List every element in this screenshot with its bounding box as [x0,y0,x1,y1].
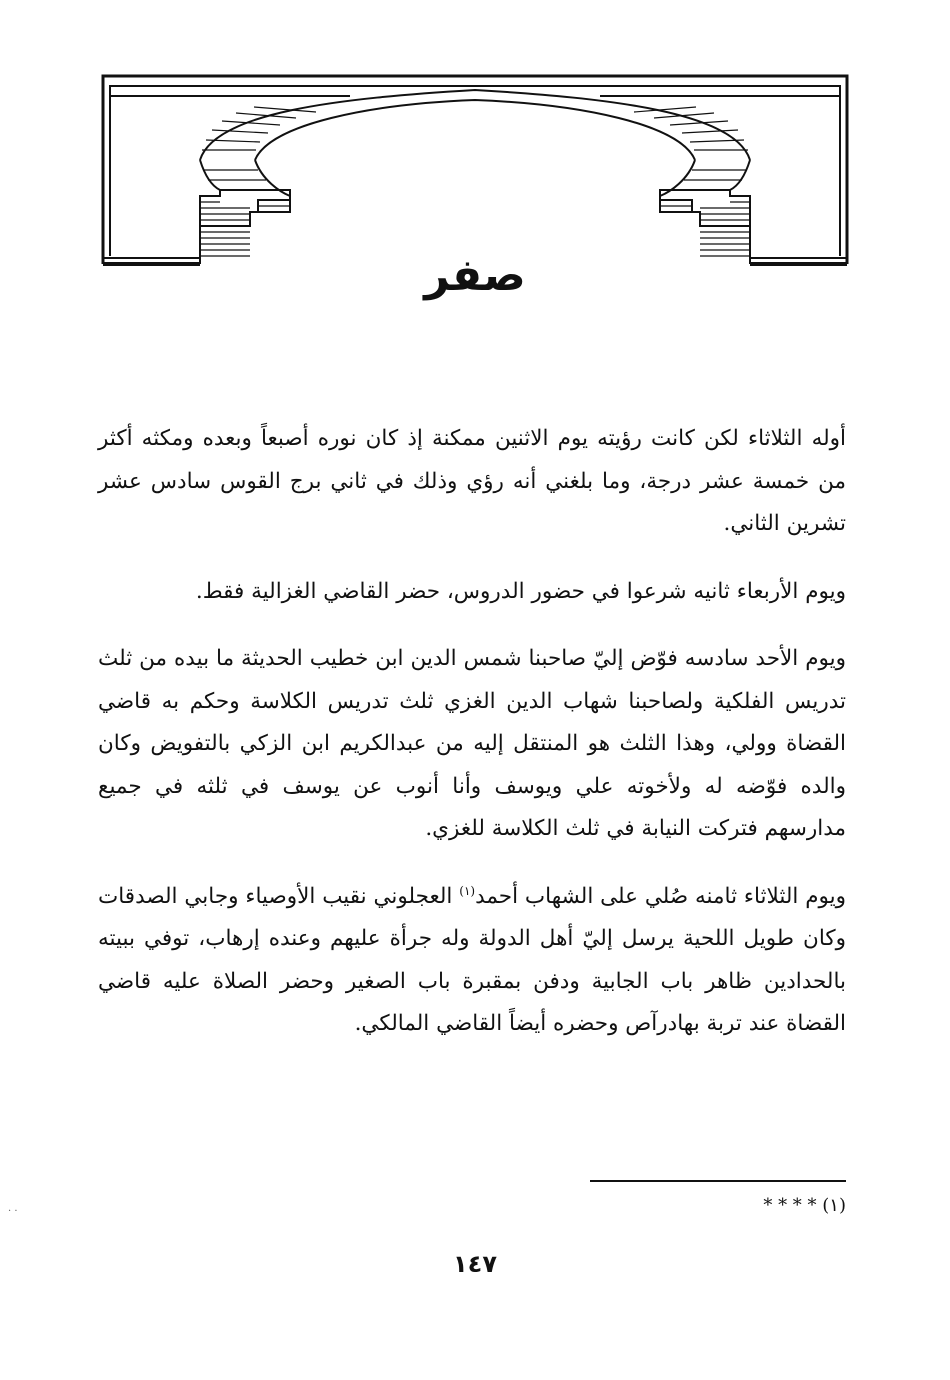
paragraph-3: ويوم الأحد سادسه فوّض إليّ صاحبنا شمس الدين ابن خطيب الحديثة ما بيده من ثلث تدريس الفلكية ولصاحبنا شهاب الدين الغزي ثلث تدريس الكلاسة وحكم به قاضي القضاة وولي، وهذا الثلث هو المنتقل إليه من عبدالكريم ابن الزكي بالتفويض وكان والده فوّضه له ولأخوته علي ويوسف وأنا أنوب عن يوسف في ثلثه في جميع مدارسهم فتركت النيابة في ثلث الكلاسة للغزي. [98,646,846,841]
paragraph-4-start: ويوم الثلاثاء ثامنه صُلي على الشهاب أحمد [475,883,846,909]
scan-artifact: · · [8,1206,18,1217]
paragraph-1: أوله الثلاثاء لكن كانت رؤيته يوم الاثنين ممكنة إذ كان نوره أصبعاً وبعده ومكثه أكثر من خمسة عشر درجة، وما بلغني أنه رؤي وذلك في ثاني برج القوس سادس عشر تشرين الثاني. [98,426,846,536]
footnote-number: (١) [822,1195,846,1216]
footnote-reference[interactable]: (١) [459,883,476,898]
footnote [763,1192,846,1220]
chapter-header-ornament [0,0,950,280]
footnote-text: * * * * [763,1195,817,1216]
paragraph-2: ويوم الأربعاء ثانيه شرعوا في حضور الدروس، حضر القاضي الغزالية فقط. [195,578,846,604]
paragraph-4-rest: العجلوني نقيب الأوصياء وجابي الصدقات وكان طويل اللحية يرسل إليّ أهل الدولة وله جرأة عليهم وعنده إرهاب، توفي ببيته بالحدادين ظاهر باب الجابية ودفن بمقبرة باب الصغير وحضر الصلاة عليه قاضي القضاة عند تربة بهادرآص وحضره أيضاً القاضي المالكي. [98,883,846,1036]
body-text [98,418,846,1071]
footnote-divider [590,1180,846,1182]
chapter-title: صفر [424,250,526,301]
paragraph-4 [98,876,846,1046]
page-number: ١٤٧ [453,1250,497,1278]
